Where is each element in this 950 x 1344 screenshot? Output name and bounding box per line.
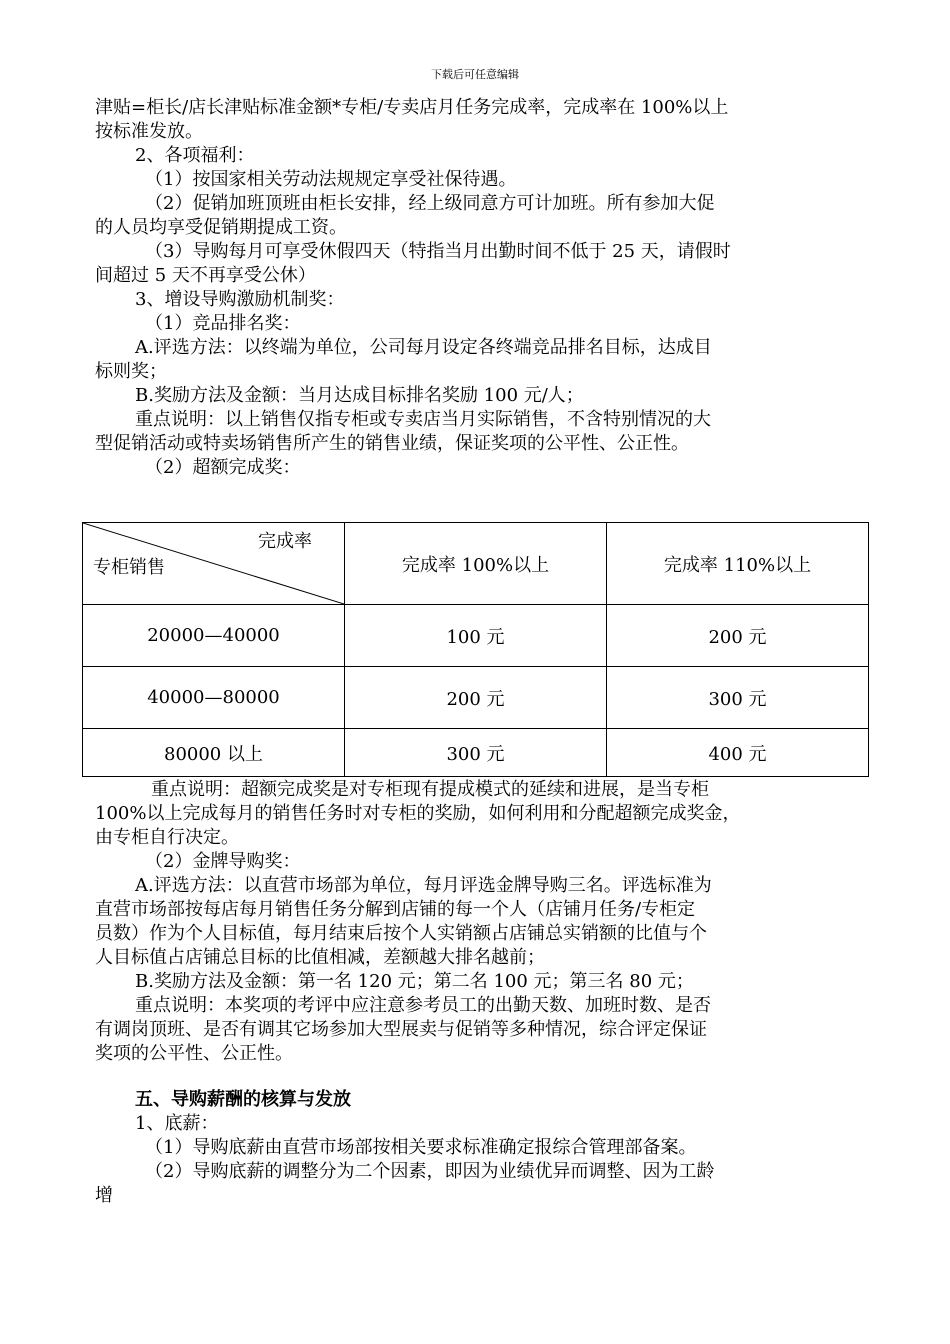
table-cell: 40000—80000 <box>83 667 345 729</box>
text-line: 重点说明：超额完成奖是对专柜现有提成模式的延续和进展，是当专柜 <box>151 779 709 800</box>
text-line: （1）导购底薪由直营市场部按相关要求标准确定报综合管理部备案。 <box>145 1137 697 1158</box>
table-row <box>83 605 869 667</box>
text-line: 由专柜自行决定。 <box>95 827 239 848</box>
table-corner-cell <box>83 523 345 605</box>
table-cell: 200 元 <box>345 667 607 729</box>
body-text-top <box>95 96 865 480</box>
text-line: B.奖励方法及金额：当月达成目标排名奖励 100 元/人； <box>135 385 584 406</box>
text-line: 重点说明：以上销售仅指专柜或专卖店当月实际销售，不含特别情况的大 <box>135 409 711 430</box>
text-line: A.评选方法：以直营市场部为单位，每月评选金牌导购三名。评选标准为 <box>135 875 712 896</box>
table-cell: 300 元 <box>345 729 607 777</box>
table-row <box>83 667 869 729</box>
text-line: 按标准发放。 <box>95 121 203 142</box>
corner-label-sales: 专柜销售 <box>93 557 165 578</box>
table-cell: 80000 以上 <box>83 729 345 777</box>
text-line: （1）按国家相关劳动法规规定享受社保待遇。 <box>145 169 517 190</box>
text-line: 员数）作为个人目标值，每月结束后按个人实销额占店铺总实销额的比值与个 <box>95 923 707 944</box>
text-line: A.评选方法：以终端为单位，公司每月设定各终端竞品排名目标，达成目 <box>135 337 712 358</box>
text-line: 奖项的公平性、公正性。 <box>95 1043 293 1064</box>
text-line: 型促销活动或特卖场销售所产生的销售业绩，保证奖项的公平性、公正性。 <box>95 433 689 454</box>
text-line: 2、各项福利： <box>135 145 255 166</box>
text-line: 100%以上完成每月的销售任务时对专柜的奖励，如何利用和分配超额完成奖金， <box>95 803 741 824</box>
text-line: 标则奖； <box>95 361 167 382</box>
body-text-bottom <box>95 778 875 1208</box>
text-line: 津贴=柜长/店长津贴标准金额*专柜/专卖店月任务完成率，完成率在 100%以上 <box>95 97 729 118</box>
text-line: （2）金牌导购奖： <box>145 851 301 872</box>
table-cell: 300 元 <box>607 667 869 729</box>
text-line: 1、底薪： <box>135 1113 219 1134</box>
text-line: （2）导购底薪的调整分为二个因素，即因为业绩优异而调整、因为工龄 <box>145 1161 715 1182</box>
table-header-cell: 完成率 110%以上 <box>607 523 869 605</box>
text-line: 3、增设导购激励机制奖： <box>135 289 345 310</box>
table-cell: 400 元 <box>607 729 869 777</box>
text-line: 的人员均享受促销期提成工资。 <box>95 217 347 238</box>
table-cell: 100 元 <box>345 605 607 667</box>
text-line: 有调岗顶班、是否有调其它场参加大型展卖与促销等多种情况，综合评定保证 <box>95 1019 707 1040</box>
text-line: （2）促销加班顶班由柜长安排，经上级同意方可计加班。所有参加大促 <box>145 193 715 214</box>
table-row <box>83 729 869 777</box>
text-line: 增 <box>95 1185 113 1206</box>
text-line: 间超过 5 天不再享受公休） <box>95 265 316 286</box>
text-line: 重点说明：本奖项的考评中应注意参考员工的出勤天数、加班时数、是否 <box>135 995 711 1016</box>
section-heading: 五、导购薪酬的核算与发放 <box>135 1089 351 1110</box>
page-header: 下载后可任意编辑 <box>431 68 519 81</box>
text-line: 直营市场部按每店每月销售任务分解到店铺的每一个人（店铺月任务/专柜定 <box>95 899 696 920</box>
text-line: 人目标值占店铺总目标的比值相减，差额越大排名越前； <box>95 947 545 968</box>
text-line: （3）导购每月可享受休假四天（特指当月出勤时间不低于 25 天，请假时 <box>145 241 731 262</box>
text-line: （2）超额完成奖： <box>145 457 301 478</box>
bonus-table <box>82 522 869 777</box>
table-cell: 200 元 <box>607 605 869 667</box>
text-line: （1）竞品排名奖： <box>145 313 301 334</box>
corner-label-rate: 完成率 <box>258 531 312 552</box>
table-header-cell: 完成率 100%以上 <box>345 523 607 605</box>
text-line: B.奖励方法及金额：第一名 120 元；第二名 100 元；第三名 80 元； <box>135 971 694 992</box>
table-cell: 20000—40000 <box>83 605 345 667</box>
